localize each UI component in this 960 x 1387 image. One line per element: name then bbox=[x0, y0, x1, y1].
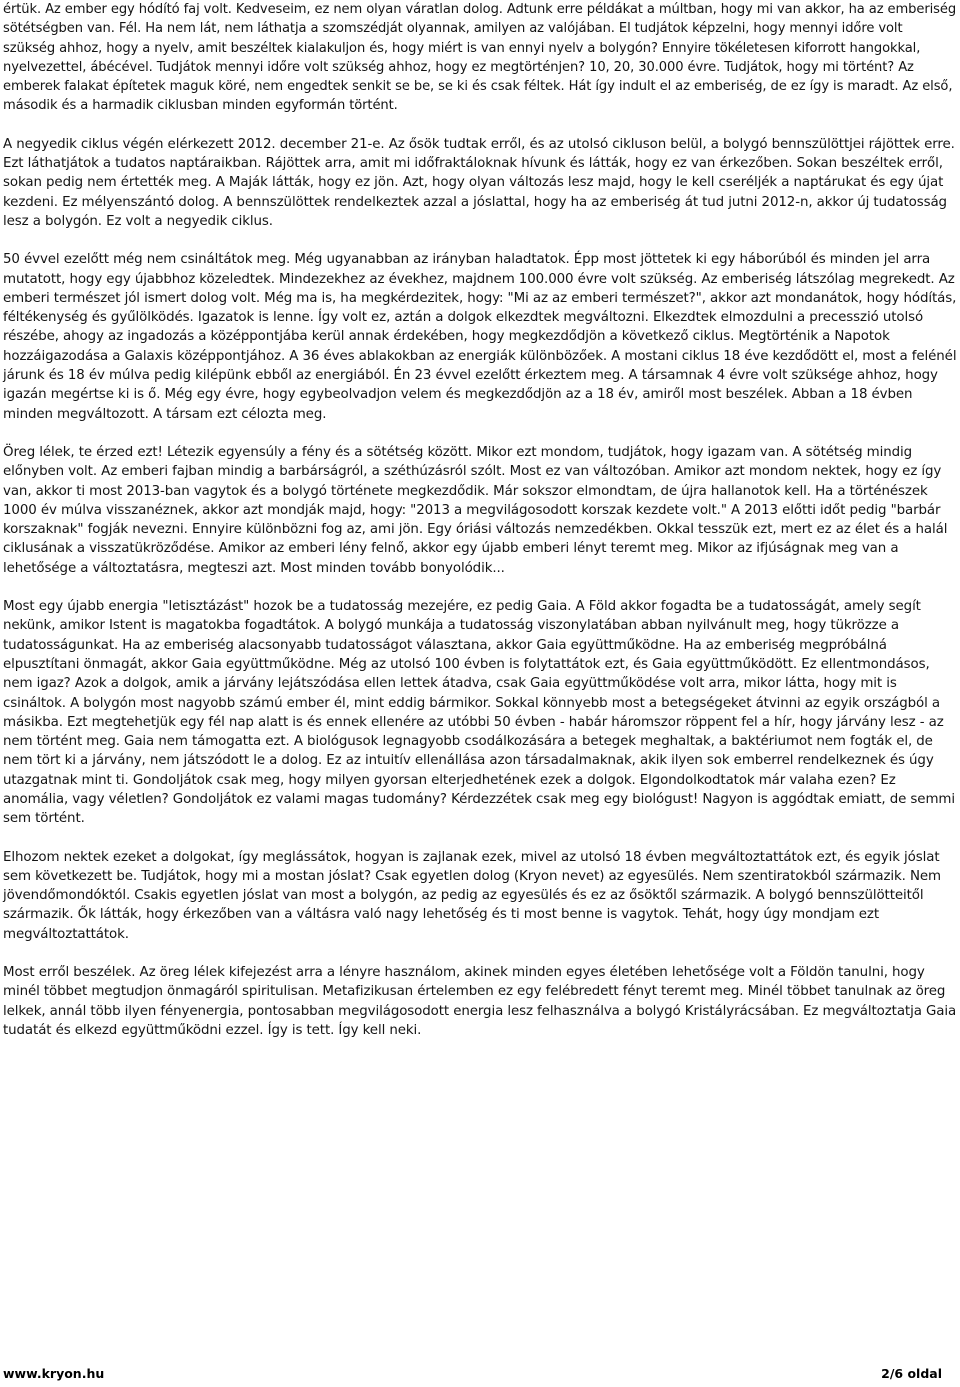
footer-site-link[interactable]: www.kryon.hu bbox=[3, 1366, 105, 1381]
paragraph-6: Elhozom nektek ezeket a dolgokat, így meglássátok, hogyan is zajlanak ezek, mivel az utolsó 18 évben megváltoztattátok ezt, és egyik jóslat sem következett be. Tudjátok, hogy mi a mostan jóslat? Csak egyetlen dolog (Kryon nevet) az egyesülés. Nem szentiratokból származik. Nem jövendőmondóktól. Csakis egyetlen jóslat van most a bolygón, az pedig az egyesülés és ez az ősöktől származik. A bolygó bennszülötteitől származik. Ők látták, hogy érkezőben van a váltásra való nagy lehetőség és ti most benne is vagytok. Tehát, hogy úgy mondjam ezt megváltoztattátok. bbox=[3, 849, 941, 942]
document-body bbox=[3, 0, 958, 1040]
paragraph-7: Most erről beszélek. Az öreg lélek kifejezést arra a lényre használom, akinek minden egyes életében lehetősége volt a Földön tanulni, hogy minél többet megtudjon önmagáról spiritulisan. Metafizikusan értelemben ez egy felébredett fényt teremt meg. Minél többet tanulnak az öreg lelkek, annál több ilyen fényenergia, pontosabban megvilágosodott energia lesz felhasználva a bolygó Kristályrácsában. Ez megváltoztatja Gaia tudatát és elkezd együttműködni ezzel. Így is tett. Így kell neki. bbox=[3, 965, 957, 1038]
footer-page-number: 2/6 oldal bbox=[881, 1366, 942, 1381]
paragraph-3: 50 évvel ezelőtt még nem csináltátok meg. Még ugyanabban az irányban haladtatok. Épp most jöttetek ki egy háborúból és minden jel arra mutatott, hogy egy újabbhoz közeledtek. Mindezekhez az évekhez, majdnem 100.000 évre volt szükség. Az emberiség látszólag megrekedt. Az emberi természet jól ismert dolog volt. Még ma is, ha megkérdezitek, hogy: "Mi az az emberi természet?", akkor azt mondanátok, hogy hódítás, féltékenység és gyűlölködés. Igazatok is lenne. Így volt ez, aztán a dolgok elkezdtek megváltozni. Elkezdtek elmozdulni a precesszió utolsó részébe, ahogy az ingadozás a középpontjába kerül annak érdekében, hogy megkezdődjön a következő ciklus. Megtörténik a Napotok hozzáigazodása a Galaxis középpontjához. A 36 éves ablakokban az energiák különbözőek. A mostani ciklus 18 éve kezdődött el, most a felénél járunk és 18 év múlva pedig kilépünk ebből az energiából. Én 23 évvel ezelőtt érkeztem meg. A társamnak 4 évre volt szüksége ahhoz, hogy igazán megértse ki is ő. Még egy évre, hogy egybeolvadjon velem és megkezdődjön az a 18 év, amiről most beszélek. Abban a 18 évben minden megváltozott. A társam ezt célozta meg. bbox=[3, 252, 957, 422]
paragraph-5: Most egy újabb energia "letisztázást" hozok be a tudatosság mezejére, ez pedig Gaia. A Föld akkor fogadta be a tudatosságát, amely segít nekünk, amikor Istent is magatokba fogadtátok. A bolygó munkája a tudatosság viszonylatában abban nyilvánult meg, hogy tükrözze a tudatosságunkat. Ha az emberiség alacsonyabb tudatosságot választana, akkor Gaia együttműködne. Ha az emberiség megpróbálná elpusztítani önmagát, akkor Gaia együttműködne. Még az utolsó 100 évben is folytattátok ezt, és Gaia együttműködött. Ez ellentmondásos, nem igaz? Azok a dolgok, amik a járvány lejátszódása ellen lettek átadva, csak Gaia együttműködése volt arra, mikor látta, hogy mit is csináltok. A bolygón most nagyobb számú ember él, mint eddig bármikor. Sokkal könnyebb most a betegségeket átvinni az egyik országból a másikba. Ezt megtehetjük egy fél nap alatt is és ennek ellenére az utóbbi 50 évben - habár háromszor röppent fel a hír, hogy járvány lesz - az nem történt meg. Gaia nem támogatta ezt. A biológusok legnagyobb csodálkozására a betegek meghaltak, a baktériumot nem fogták el, de nem tört ki a járvány, nem játszódott le a dolog. Ez az intuitív ellenállása azon társadalmaknak, akik ilyen sok emberrel rendelkeznek és úgy utazgatnak mint ti. Gondoljátok csak meg, hogy milyen gyorsan elterjedhetének ezek a dolgok. Elgondolkodtatok már valaha ezen? Ez anomália, vagy véletlen? Gondoljátok ez valami magas tudomány? Kérdezzétek csak meg egy biológust! Nagyon is aggódtak emiatt, de semmi sem történt. bbox=[3, 599, 955, 827]
paragraph-1: értük. Az ember egy hódító faj volt. Kedveseim, ez nem olyan váratlan dolog. Adtunk erre példákat a múltban, hogy mi van akkor, ha az emberiség sötétségben van. Fél. Ha nem lát, nem láthatja a szomszédját olyannak, amilyen az valójában. El tudjátok képzelni, hogy mennyi időre volt szükség ahhoz, hogy a nyelv, amit beszéltek kialakuljon és, hogy miért is van ennyi nyelv a bolygón? Ennyire tökéletesen kiforrott hangokkal, nyelvezettel, ábécével. Tudjátok mennyi időre volt szükség ahhoz, hogy ez megtörténjen? 10, 20, 30.000 évre. Tudjátok, hogy mi történt? Az emberek falakat építetek maguk köré, nem engedtek senkit se be, se ki és csak féltek. Hát így indult el az emberiség, de ez így is maradt. Az első, második és a harmadik ciklusban minden egyformán történt. bbox=[3, 2, 957, 114]
page-footer bbox=[3, 1366, 942, 1381]
paragraph-4: Öreg lélek, te érzed ezt! Létezik egyensúly a fény és a sötétség között. Mikor ezt mondom, tudjátok, hogy igazam van. A sötétség mindig előnyben volt. Az emberi fajban mindig a barbárságról, a széthúzásról szólt. Most ez van változóban. Amikor azt mondom nektek, hogy ez így van, akkor ti most 2013-ban vagytok és a bolygó története megkezdődik. Már sokszor elmondtam, de újra hallanotok kell. Ha a történészek 1000 év múlva visszanéznek, akkor azt mondják majd, hogy: "2013 a megvilágosodott korszak kezdete volt." A 2013 előtti időt pedig "barbár korszaknak" fogják nevezni. Ennyire különbözni fog az, ami jön. Egy óriási változás nemzedékben. Okkal tesszük ezt, mert ez az élet és a halál ciklusának a visszatükröződése. Amikor az emberi lény felnő, akkor egy újabb emberi lényt teremt meg. Mikor az ifjúságnak meg van a lehetősége a változtatásra, megteszi azt. Most minden tovább bonyolódik... bbox=[3, 444, 948, 576]
paragraph-2: A negyedik ciklus végén elérkezett 2012. december 21-e. Az ősök tudtak erről, és az utolsó cikluson belül, a bolygó bennszülöttjei rájöttek erre. Ezt láthatjátok a tudatos naptáraikban. Rájöttek arra, amit mi időfraktáloknak hívunk és látták, hogy ez van érkezőben. Sokan beszéltek erről, sokan pedig nem értették meg. A Maják látták, hogy ez jön. Azt, hogy olyan változás lesz majd, hogy le kell cseréljék a naptárukat és egy újat kezdeni. Ez mélyenszántó dolog. A bennszülöttek rendelkeztek azzal a jóslattal, hogy ha az emberiség át tud jutni 2012-n, akkor új tudatosság lesz a bolygón. Ez volt a negyedik ciklus. bbox=[3, 136, 955, 229]
